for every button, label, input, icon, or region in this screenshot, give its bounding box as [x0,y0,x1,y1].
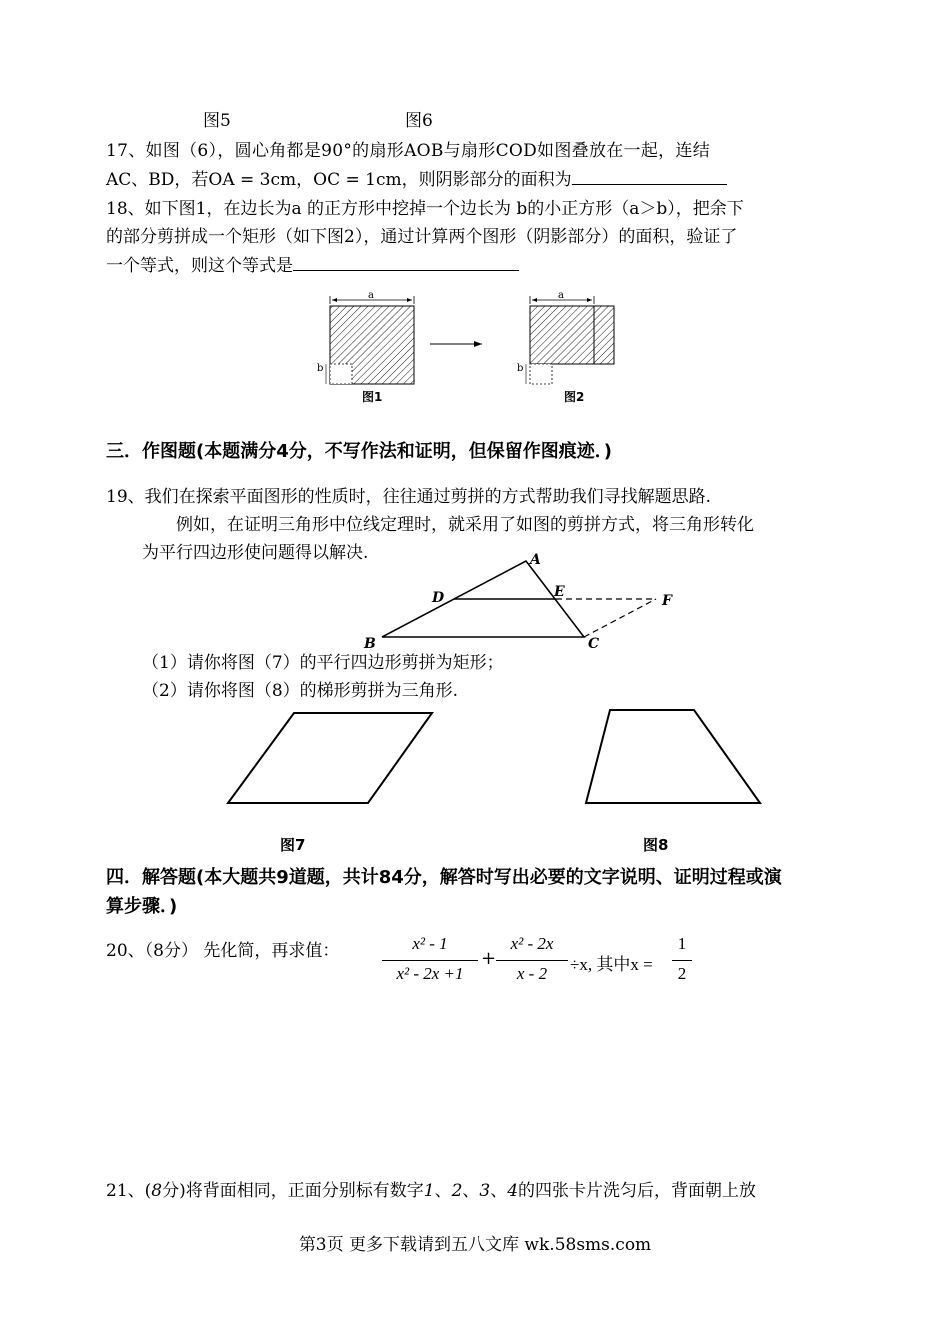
q20-frac1-denominator: x² - 2x +1 [396,964,464,983]
q17-line2 [106,168,727,191]
q20-frac3-bar [672,960,692,961]
q21-part-a: 21、( [106,1181,152,1201]
section3-title: 三．作图题(本题满分4分，不写作法和证明，但保留作图痕迹．) [106,441,612,462]
q20-frac2-numerator: x² - 2x [510,934,554,953]
q21-part-d: 的四张卡片洗匀后，背面朝上放 [518,1181,757,1201]
q21-part-c: 分)将背面相同，正面分别标有数字 [162,1181,424,1201]
fig2-label-a: a [558,290,564,301]
q19-line3: 为平行四边形使问题得以解决. [142,543,369,563]
q20-plus: + [481,948,497,969]
fig1-square [326,296,414,384]
point-b-label: B [364,636,376,652]
q21-points: 8 [151,1181,163,1201]
fig1-caption: 图1 [362,390,383,404]
point-d-label: D [432,590,445,606]
q21-sep-3: 、 [490,1181,508,1201]
q20-frac1-bar [382,960,478,961]
q17-line1: 17、如图（6），圆心角都是90°的扇形AOB与扇形COD如图叠放在一起，连结 [106,141,711,161]
q20-tail: ÷x, 其中x = [570,955,653,974]
q20-frac3-numerator: 1 [677,934,687,953]
fig2-caption: 图2 [564,390,585,404]
fig1-label-a: a [368,290,374,301]
fig2-label-b: b [517,363,524,374]
fig7-caption: 图7 [280,836,306,854]
trapezoid-shape [586,710,760,803]
point-a-label: A [530,552,541,568]
q20-frac2-denominator: x - 2 [516,964,548,983]
q18-line2: 的部分剪拼成一个矩形（如下图2），通过计算两个图形（阴影部分）的面积，验证了 [106,227,738,247]
fig6-label: 图6 [405,111,433,131]
point-f-label: F [662,593,672,609]
q21-number-3: 3 [479,1181,491,1201]
q18-line1: 18、如下图1，在边长为a 的正方形中挖掉一个边长为 b的小正方形（a＞b），把余下 [106,199,744,219]
fig5-label: 图5 [203,111,231,131]
section4-line1: 四．解答题(本大题共9道题，共计84分，解答时写出必要的文字说明、证明过程或演 [106,867,782,888]
q18-line3 [106,254,519,277]
fig1-label-b: b [317,363,324,374]
q19-sub1: （1）请你将图（7）的平行四边形剪拼为矩形； [142,653,504,673]
q20-prefix: 20、（8分） 先化简，再求值： [106,941,340,961]
q21-sep-2: 、 [462,1181,480,1201]
point-c-label: C [588,636,600,652]
page-footer: 第3页 更多下载请到五八文库 wk.58sms.com [298,1235,652,1255]
q18-answer-blank [293,254,519,271]
q21-sep-1: 、 [434,1181,452,1201]
q17-line2-text: AC、BD，若OA = 3cm，OC = 1cm，则阴影部分的面积为 [106,170,572,190]
q19-line1: 19、我们在探索平面图形的性质时，往往通过剪拼的方式帮助我们寻找解题思路. [106,487,712,507]
q21-number-1: 1 [423,1181,435,1201]
q21-number-4: 4 [507,1181,519,1201]
q17-answer-blank [572,168,727,185]
triangle-midline-figure [360,550,690,650]
section4-line2: 算步骤．) [106,896,178,917]
point-e-label: E [554,584,565,600]
q20-frac3-denominator: 2 [677,964,687,983]
fig2-rectangle [526,296,614,384]
q18-line3-text: 一个等式，则这个等式是 [106,256,293,276]
q19-sub2: （2）请你将图（8）的梯形剪拼为三角形. [142,681,459,701]
q20-frac1-numerator: x² - 1 [412,934,448,953]
q21-line1 [106,1180,756,1202]
q21-number-2: 2 [451,1181,463,1201]
q20-frac2-bar [496,960,568,961]
parallelogram-shape [228,713,432,803]
q19-line2: 例如，在证明三角形中位线定理时，就采用了如图的剪拼方式，将三角形转化 [176,515,754,535]
fig7-fig8-shapes [220,705,770,810]
fig8-caption: 图8 [643,836,669,854]
